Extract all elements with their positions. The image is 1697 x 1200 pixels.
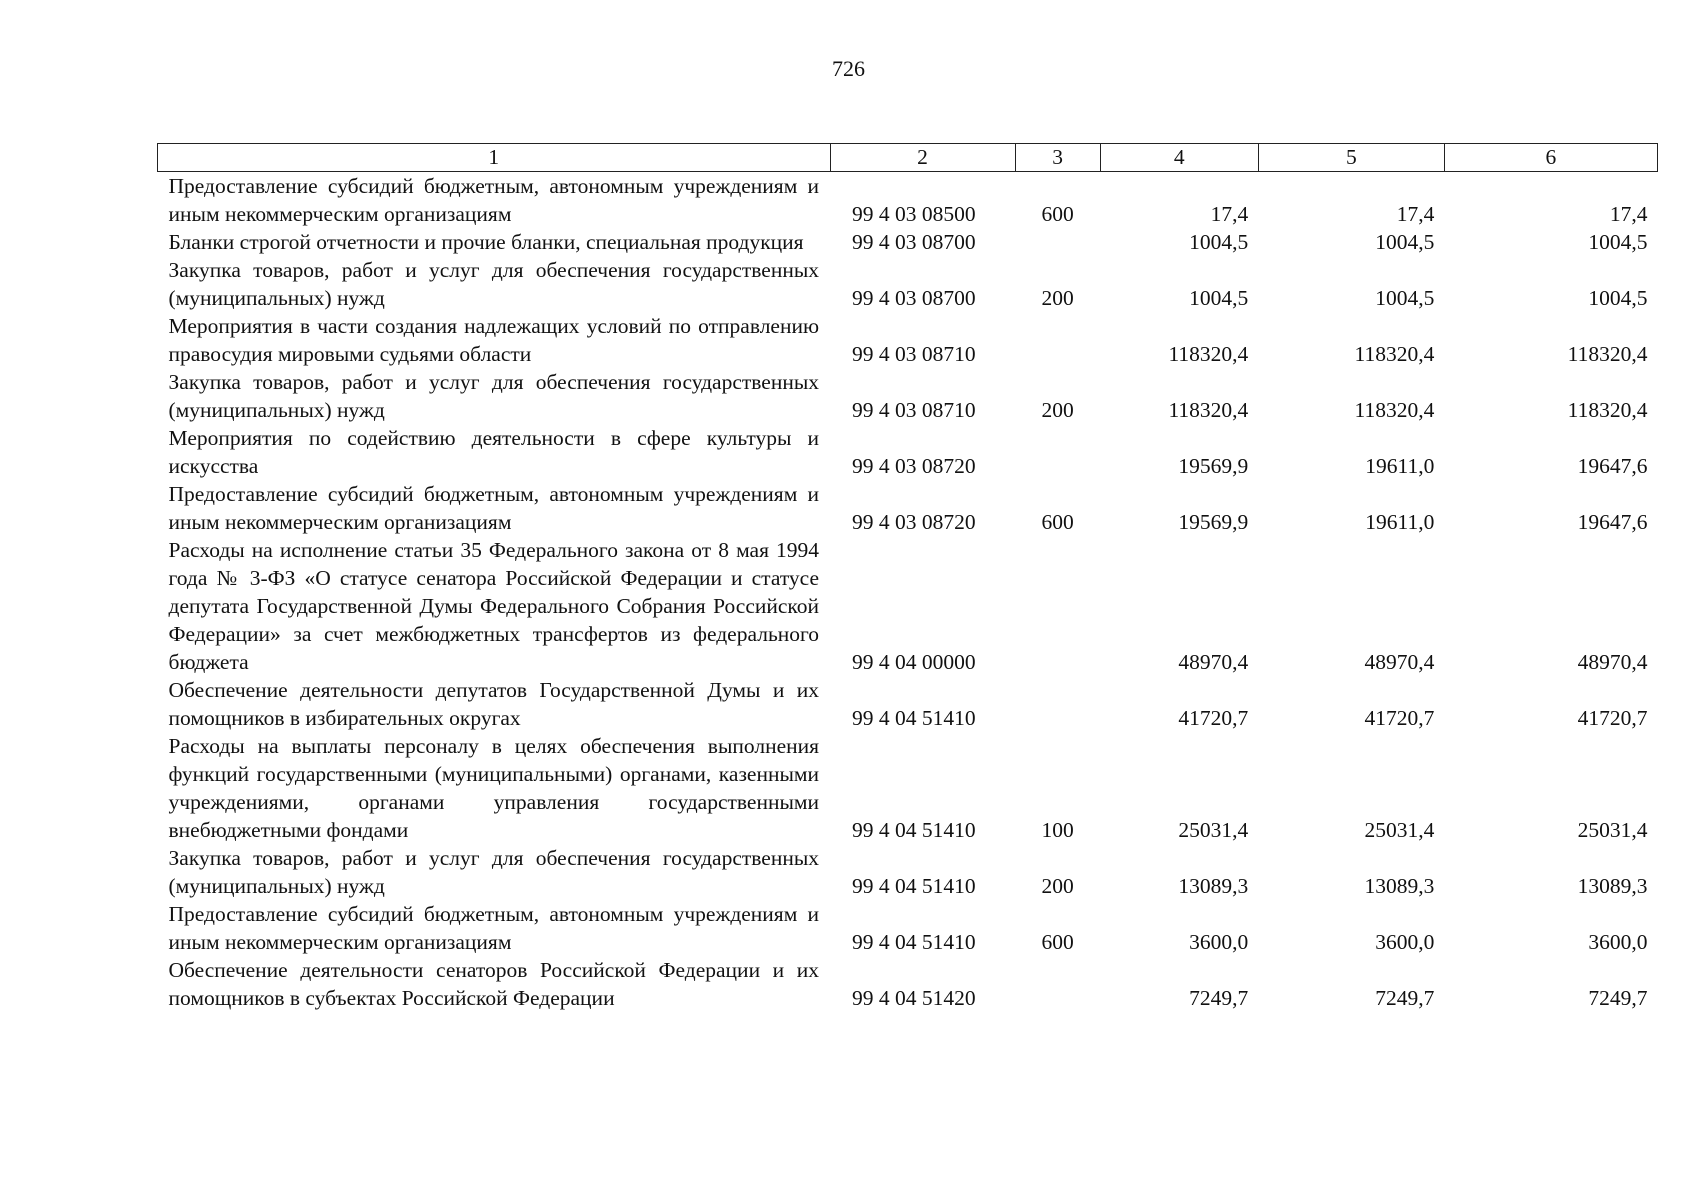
row-value-col5: 3600,0 bbox=[1375, 930, 1435, 954]
row-name: Закупка товаров, работ и услуг для обеспечения государственных (муниципальных) нужд bbox=[168, 846, 820, 898]
table-row bbox=[158, 844, 1658, 900]
row-code: 99 4 03 08500 bbox=[852, 202, 976, 226]
row-name: Предоставление субсидий бюджетным, автономным учреждениям и иным некоммерческим организациям bbox=[168, 902, 820, 954]
row-name: Предоставление субсидий бюджетным, автономным учреждениям и иным некоммерческим организациям bbox=[168, 482, 820, 534]
row-expense-type bbox=[1015, 228, 1100, 256]
row-value-col4: 3600,0 bbox=[1189, 930, 1249, 954]
row-code: 99 4 03 08720 bbox=[852, 454, 976, 478]
row-code: 99 4 03 08700 bbox=[852, 230, 976, 254]
row-name: Предоставление субсидий бюджетным, автономным учреждениям и иным некоммерческим организациям bbox=[168, 174, 820, 226]
row-name: Закупка товаров, работ и услуг для обеспечения государственных (муниципальных) нужд bbox=[168, 258, 820, 310]
row-name: Мероприятия по содействию деятельности в сфере культуры и искусства bbox=[168, 426, 820, 478]
row-value-col6: 3600,0 bbox=[1588, 930, 1648, 954]
table-row bbox=[158, 536, 1658, 676]
header-col-1: 1 bbox=[158, 144, 831, 172]
row-code: 99 4 04 51410 bbox=[852, 706, 976, 730]
row-value-col6: 1004,5 bbox=[1588, 286, 1648, 310]
row-value-col6: 7249,7 bbox=[1588, 986, 1648, 1010]
row-value-col4: 118320,4 bbox=[1168, 398, 1249, 422]
row-value-col5: 7249,7 bbox=[1375, 986, 1435, 1010]
row-value-col5: 118320,4 bbox=[1354, 342, 1435, 366]
row-value-col5: 118320,4 bbox=[1354, 398, 1435, 422]
row-value-col5: 1004,5 bbox=[1375, 286, 1435, 310]
table-row bbox=[158, 480, 1658, 536]
row-value-col5: 25031,4 bbox=[1364, 818, 1435, 842]
budget-table bbox=[157, 143, 1658, 1012]
table-row bbox=[158, 424, 1658, 480]
row-value-col5: 19611,0 bbox=[1365, 454, 1435, 478]
page-number: 726 bbox=[832, 56, 865, 81]
row-expense-type: 200 bbox=[1041, 398, 1074, 422]
row-value-col5: 1004,5 bbox=[1375, 230, 1435, 254]
row-name: Закупка товаров, работ и услуг для обеспечения государственных (муниципальных) нужд bbox=[168, 370, 820, 422]
row-code: 99 4 03 08710 bbox=[852, 342, 976, 366]
row-value-col5: 19611,0 bbox=[1365, 510, 1435, 534]
table-row bbox=[158, 676, 1658, 732]
row-value-col5: 17,4 bbox=[1396, 202, 1435, 226]
header-col-6: 6 bbox=[1444, 144, 1657, 172]
row-value-col4: 7249,7 bbox=[1189, 986, 1249, 1010]
table-row bbox=[158, 172, 1658, 229]
row-value-col6: 25031,4 bbox=[1577, 818, 1648, 842]
row-value-col6: 13089,3 bbox=[1577, 874, 1648, 898]
row-expense-type bbox=[1015, 676, 1100, 732]
row-expense-type bbox=[1015, 312, 1100, 368]
row-value-col6: 19647,6 bbox=[1577, 454, 1648, 478]
header-col-3: 3 bbox=[1015, 144, 1100, 172]
row-name: Мероприятия в части создания надлежащих условий по отправлению правосудия мировыми судьями области bbox=[168, 314, 820, 366]
row-value-col6: 118320,4 bbox=[1567, 342, 1648, 366]
row-code: 99 4 04 00000 bbox=[852, 650, 976, 674]
row-expense-type: 100 bbox=[1041, 818, 1074, 842]
table-row bbox=[158, 368, 1658, 424]
row-expense-type: 600 bbox=[1041, 930, 1074, 954]
row-expense-type: 600 bbox=[1041, 510, 1074, 534]
row-code: 99 4 03 08710 bbox=[852, 398, 976, 422]
row-value-col4: 19569,9 bbox=[1178, 454, 1249, 478]
header-col-5: 5 bbox=[1258, 144, 1444, 172]
row-value-col6: 1004,5 bbox=[1588, 230, 1648, 254]
row-code: 99 4 03 08700 bbox=[852, 286, 976, 310]
row-name: Обеспечение деятельности сенаторов Российской Федерации и их помощников в субъектах Российской Федерации bbox=[168, 958, 820, 1010]
row-value-col4: 19569,9 bbox=[1178, 510, 1249, 534]
row-expense-type: 600 bbox=[1041, 202, 1074, 226]
row-code: 99 4 04 51420 bbox=[852, 986, 976, 1010]
header-col-4: 4 bbox=[1100, 144, 1258, 172]
row-expense-type bbox=[1015, 956, 1100, 1012]
table-row bbox=[158, 732, 1658, 844]
row-name: Обеспечение деятельности депутатов Государственной Думы и их помощников в избирательных округах bbox=[168, 678, 820, 730]
row-code: 99 4 03 08720 bbox=[852, 510, 976, 534]
table-row bbox=[158, 900, 1658, 956]
row-expense-type: 200 bbox=[1041, 286, 1074, 310]
row-value-col6: 118320,4 bbox=[1567, 398, 1648, 422]
row-value-col5: 41720,7 bbox=[1364, 706, 1435, 730]
row-value-col5: 48970,4 bbox=[1364, 650, 1435, 674]
row-expense-type: 200 bbox=[1041, 874, 1074, 898]
row-value-col4: 25031,4 bbox=[1178, 818, 1249, 842]
row-value-col6: 48970,4 bbox=[1577, 650, 1648, 674]
row-value-col6: 41720,7 bbox=[1577, 706, 1648, 730]
row-value-col6: 17,4 bbox=[1609, 202, 1648, 226]
table-row bbox=[158, 956, 1658, 1012]
row-code: 99 4 04 51410 bbox=[852, 818, 976, 842]
row-name: Расходы на исполнение статьи 35 Федерального закона от 8 мая 1994 года № 3-ФЗ «О статусе сенатора Российской Федерации и статусе депутата Государственной Думы Федерального Собрания Российской Федерации» за счет межбюджетных трансфертов из федерального бюджета bbox=[168, 538, 820, 674]
row-value-col4: 48970,4 bbox=[1178, 650, 1249, 674]
table-row bbox=[158, 256, 1658, 312]
table-body bbox=[158, 172, 1658, 1013]
row-name: Расходы на выплаты персоналу в целях обеспечения выполнения функций государственными (муниципальными) органами, казенными учреждениями, органами управления государственными внебюджетными фондами bbox=[168, 734, 820, 842]
row-expense-type bbox=[1015, 536, 1100, 676]
row-value-col6: 19647,6 bbox=[1577, 510, 1648, 534]
row-code: 99 4 04 51410 bbox=[852, 930, 976, 954]
table-row bbox=[158, 228, 1658, 256]
row-value-col4: 13089,3 bbox=[1178, 874, 1249, 898]
row-value-col4: 118320,4 bbox=[1168, 342, 1249, 366]
row-code: 99 4 04 51410 bbox=[852, 874, 976, 898]
row-value-col4: 41720,7 bbox=[1178, 706, 1249, 730]
row-value-col5: 13089,3 bbox=[1364, 874, 1435, 898]
row-value-col4: 17,4 bbox=[1210, 202, 1249, 226]
row-value-col4: 1004,5 bbox=[1189, 230, 1249, 254]
table-header-row bbox=[158, 144, 1658, 172]
row-expense-type bbox=[1015, 424, 1100, 480]
header-col-2: 2 bbox=[830, 144, 1015, 172]
table-row bbox=[158, 312, 1658, 368]
row-value-col4: 1004,5 bbox=[1189, 286, 1249, 310]
row-name: Бланки строгой отчетности и прочие бланки, специальная продукция bbox=[168, 230, 804, 254]
